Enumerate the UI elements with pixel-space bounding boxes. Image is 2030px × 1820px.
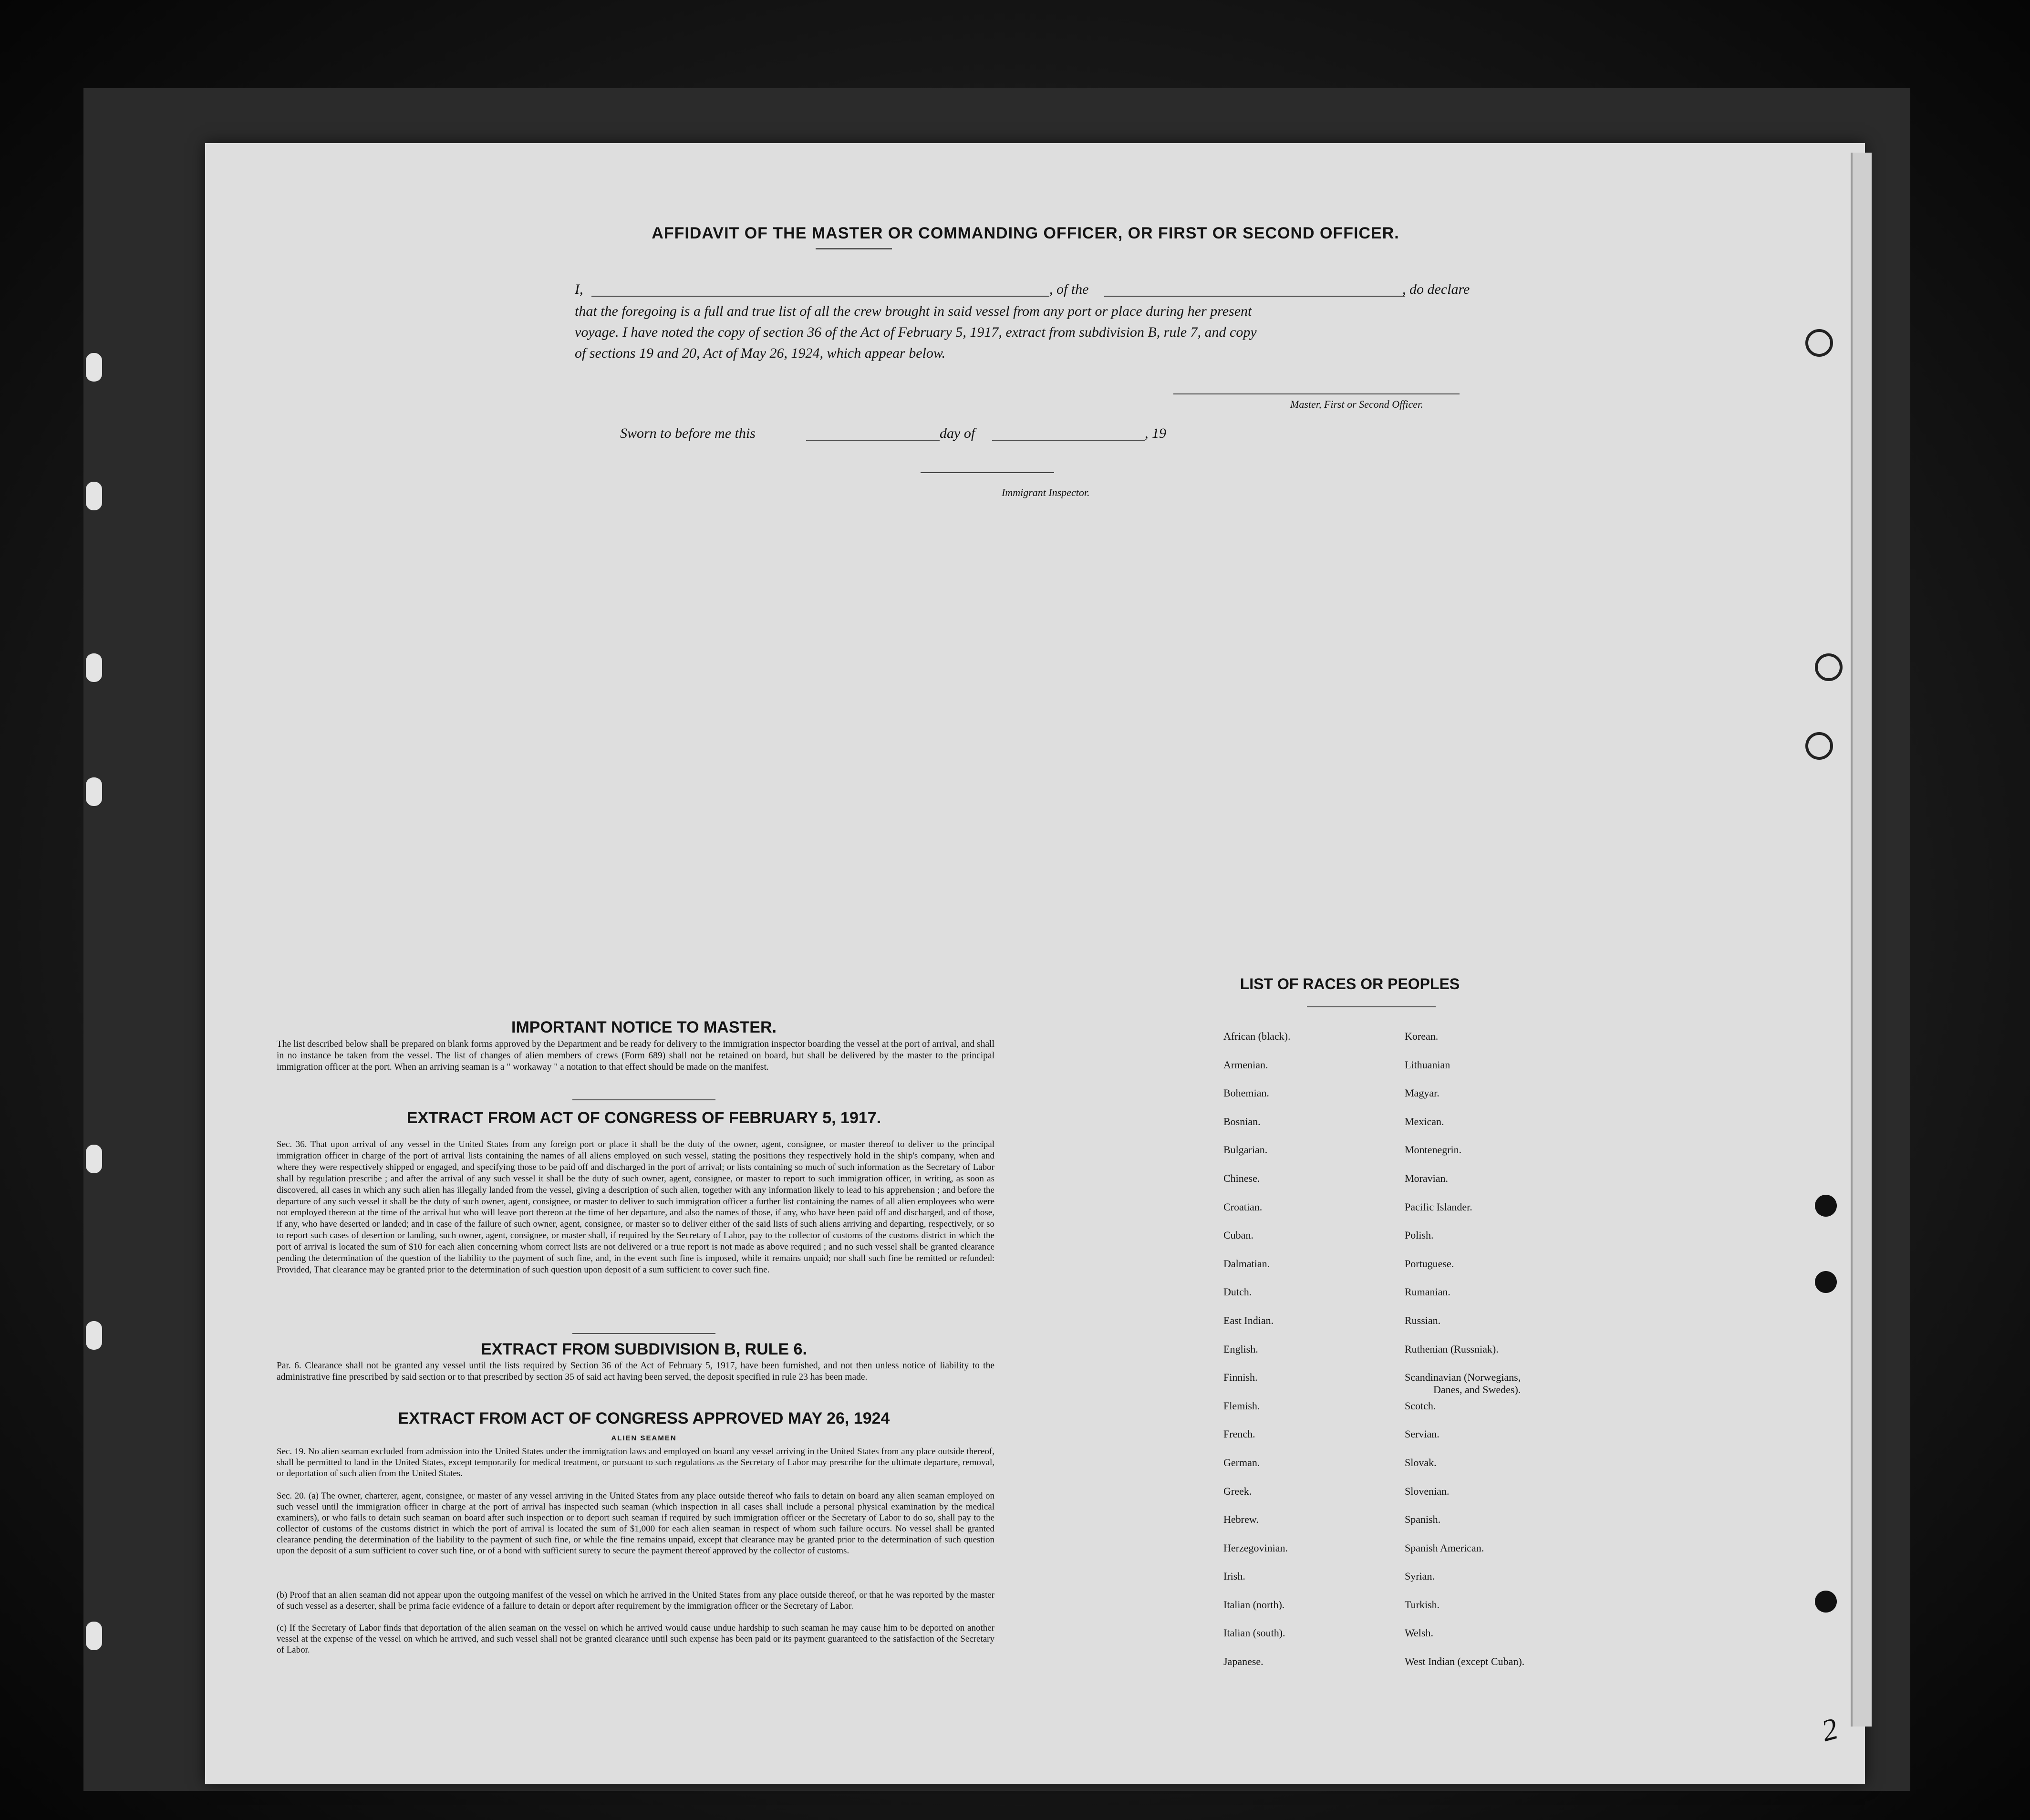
rule-6-text: Par. 6. Clearance shall not be granted any vessel until the lists required by Section 36 of the Act of February 5, 1917, have been furnished, and not then unless notice of liability to the administrative fine prescribed by said section or to that prescribed by section 35 of said act having been served, the deposit specified in rule 23 has been made. — [277, 1361, 994, 1382]
races-heading: LIST OF RACES OR PEOPLES — [1240, 975, 1460, 993]
notice-text: The list described below shall be prepared on blank forms approved by the Department and be ready for delivery to the immigration inspector boarding the vessel at the port of arrival, and shall in no instance be taken from the vessel. The list of changes of alien members of crews (Form 689) shall not be retained on board, but shall be delivered by the master to the principal immigration officer at the port. When an arriving seaman is a " workaway " a notation to that effect should be made on the manifest. — [277, 1039, 994, 1072]
race-item: Japanese. — [1223, 1655, 1264, 1668]
sec-19-text: Sec. 19. No alien seaman excluded from admission into the United States under the immigration laws and employed on board any vessel arriving in the United States from any place outside thereof, shall be permitted to land in the United States, except temporarily for medical treatment, or pursuant to such regulations as the Secretary of Labor may prescribe for the ultimate departure, removal, or deportation of such alien from the United States. — [277, 1447, 994, 1479]
race-item: Greek. — [1223, 1485, 1252, 1497]
race-item: Servian. — [1405, 1428, 1440, 1440]
race-item: Croatian. — [1223, 1200, 1263, 1213]
race-item: French. — [1223, 1428, 1255, 1440]
punch-hole — [1815, 1195, 1837, 1217]
punch-hole — [1805, 329, 1833, 357]
sworn-label: Sworn to before me this — [620, 425, 756, 441]
race-item: Flemish. — [1223, 1399, 1260, 1412]
race-item: Armenian. — [1223, 1058, 1268, 1071]
handwritten-page-number: 2 — [1818, 1711, 1842, 1748]
extract-1924-heading: EXTRACT FROM ACT OF CONGRESS APPROVED MAY 26, 1924 — [398, 1409, 890, 1427]
master-label: Master, First or Second Officer. — [1290, 398, 1423, 410]
race-item: Montenegrin. — [1405, 1144, 1462, 1156]
race-item: Hebrew. — [1223, 1513, 1259, 1526]
race-item: Welsh. — [1405, 1627, 1433, 1639]
race-item: Korean. — [1405, 1030, 1439, 1042]
race-item: German. — [1223, 1456, 1260, 1468]
affidavit-line-2: that the foregoing is a full and true list of all the crew brought in said vessel from any port or place during her present — [575, 303, 1252, 319]
race-item: Cuban. — [1223, 1229, 1253, 1241]
of-the-label: , of the — [1049, 281, 1089, 297]
title-rule — [816, 248, 892, 249]
race-item: Slovenian. — [1405, 1485, 1450, 1497]
affidavit-line-4: of sections 19 and 20, Act of May 26, 1924, which appear below. — [575, 345, 946, 361]
races-left-column — [1223, 1030, 1290, 1684]
master-signature-blank — [1173, 393, 1460, 394]
binder-hole — [86, 1321, 102, 1350]
races-right-column — [1405, 1030, 1524, 1684]
affidavit-line-1 — [575, 281, 1495, 298]
race-item: Finnish. — [1223, 1371, 1258, 1384]
page-edge — [1851, 153, 1872, 1727]
binder-hole — [86, 353, 102, 382]
race-item: Turkish. — [1405, 1598, 1440, 1611]
race-item: Italian (north). — [1223, 1598, 1285, 1611]
race-item: Spanish. — [1405, 1513, 1441, 1526]
race-item: Slovak. — [1405, 1456, 1437, 1468]
rule-6-heading: EXTRACT FROM SUBDIVISION B, RULE 6. — [481, 1340, 807, 1358]
race-item: Scotch. — [1405, 1399, 1436, 1412]
race-item: Mexican. — [1405, 1115, 1444, 1127]
race-item: Chinese. — [1223, 1172, 1260, 1184]
sec-20a-text: Sec. 20. (a) The owner, charterer, agent, consignee, or master of any vessel arriving in the United States from any place outside thereof who fails to detain on board any alien seaman employed on such vessel until the immigration officer in charge at the port of arrival has inspected such seaman (which inspection in all cases shall include a personal physical examination by the medical examiners), or who fails to detain such seaman on board after such inspection or to deport such seaman if required by such immigration officer or the Secretary of Labor to do so, shall pay to the collector of customs of the customs district in which the port of arrival is located the sum of $1,000 for each alien seaman in respect of whom such failure occurs. No vessel shall be granted clearance pending the determination of the liability to the payment of such fine, or while the fine remains unpaid, except that clearance may be granted prior to the determination of such question upon the deposit of a sum sufficient to cover such fine, or of a bond with sufficient surety to secure the payment thereof approved by the collector of customs. — [277, 1491, 994, 1556]
punch-hole — [1815, 1591, 1837, 1613]
affidavit-line-3: voyage. I have noted the copy of section 36 of the Act of February 5, 1917, extract from subdivision B, rule 7, and copy — [575, 324, 1257, 340]
race-item: Dalmatian. — [1223, 1257, 1270, 1270]
binder-hole — [86, 777, 102, 806]
alien-seamen-subheading: ALIEN SEAMEN — [611, 1434, 677, 1442]
binder-hole — [86, 653, 102, 682]
inspector-blank — [921, 472, 1054, 473]
race-item: Rumanian. — [1405, 1286, 1450, 1298]
punch-hole — [1815, 1271, 1837, 1293]
race-item: Lithuanian — [1405, 1058, 1450, 1071]
race-item-line2: Danes, and Swedes). — [1433, 1384, 1521, 1396]
race-item: Russian. — [1405, 1314, 1441, 1326]
race-item: Bulgarian. — [1223, 1144, 1268, 1156]
race-item: African (black). — [1223, 1030, 1291, 1042]
inspector-label: Immigrant Inspector. — [1002, 486, 1090, 498]
race-item: Portuguese. — [1405, 1257, 1454, 1270]
race-item: Ruthenian (Russniak). — [1405, 1343, 1499, 1355]
vessel-blank — [1104, 296, 1405, 297]
binder-hole — [86, 1622, 102, 1650]
race-item — [1405, 1371, 1524, 1400]
race-item-line1: Scandinavian (Norwegians, — [1405, 1371, 1521, 1384]
sec-20b-text: (b) Proof that an alien seaman did not appear upon the outgoing manifest of the vessel on which he arrived in the United States from any place outside thereof, or that he was reported by the master of such vessel as a deserter, shall be prima facie evidence of a failure to detain or deport after requirement by the immigration officer or the Secretary of Labor. — [277, 1590, 994, 1611]
race-item: Pacific Islander. — [1405, 1200, 1472, 1213]
races-rule — [1307, 1006, 1436, 1007]
year-label: , 19 — [1145, 425, 1166, 441]
sec-20c-text: (c) If the Secretary of Labor finds that deportation of the alien seaman on the vessel on which he arrived would cause undue hardship to such seaman he may cause him to be deported on another vessel at the expense of the vessel on which he arrived, and such vessel shall not be granted clearance until such expense has been paid or its payment guaranteed to the satisfaction of the Secretary of Labor. — [277, 1623, 994, 1655]
punch-hole — [1815, 653, 1843, 681]
extract-1917-heading: EXTRACT FROM ACT OF CONGRESS OF FEBRUARY 5, 1917. — [406, 1109, 881, 1127]
i-label: I, — [575, 281, 583, 297]
extract-1917-text: Sec. 36. That upon arrival of any vessel in the United States from any foreign port or place it shall be the duty of the owner, agent, consignee, or master thereof to deliver to the principal immigration officer in charge of the port of arrival lists containing the names of all aliens employed on such vessel, stating the positions they respectively hold in the ship's company, when and where they were respectively shipped or engaged, and specifying those to be paid off and discharged in the port of arrival; or lists containing so much of such information as the Secretary of Labor shall by regulation prescribe ; and after the arrival of any such vessel it shall be the duty of such owner, agent, consignee, or master to report to such immigration officer, in writing, as soon as discovered, all cases in which any such alien has illegally landed from the vessel, giving a description of such alien, together with any information likely to lead to his apprehension ; and before the departure of any such vessel it shall be the duty of such owner, agent, consignee, or master to deliver to such immigration officer a further list containing the names of all alien employees who were not employed thereon at the time of the arrival but who will leave port thereon at the time of her departure, and also the names of those, if any, who have been paid off and discharged, and of those, if any, who have deserted or landed; and in case of the failure of such owner, agent, consignee, or master so to deliver either of the said lists of such aliens arriving and departing, respectively, or so to report such cases of desertion or landing, such owner, agent, consignee, or master shall, if required by the Secretary of Labor, pay to the collector of customs of the customs district in which the port of arrival is located the sum of $10 for each alien concerning whom correct lists are not delivered or a true report is not made as above required ; and no such vessel shall be granted clearance pending the determination of the question of the liability to the payment of such fine, and, in the event such fine is imposed, while it remains unpaid; nor shall such fine be remitted or refunded: Provided, That clearance may be granted prior to the determination of such question upon deposit of a sum sufficient to cover such fine. — [277, 1139, 994, 1275]
race-item: East Indian. — [1223, 1314, 1274, 1326]
race-item: Bohemian. — [1223, 1087, 1269, 1099]
race-item: Moravian. — [1405, 1172, 1449, 1184]
race-item: Magyar. — [1405, 1087, 1440, 1099]
race-item: West Indian (except Cuban). — [1405, 1655, 1525, 1668]
race-item: Syrian. — [1405, 1570, 1435, 1582]
race-item: Irish. — [1223, 1570, 1245, 1582]
race-item: Italian (south). — [1223, 1627, 1285, 1639]
race-item: Spanish American. — [1405, 1541, 1484, 1554]
race-item: Dutch. — [1223, 1286, 1252, 1298]
day-of-label: day of — [940, 425, 975, 441]
name-blank — [591, 296, 1049, 297]
race-item: Polish. — [1405, 1229, 1434, 1241]
punch-hole — [1805, 732, 1833, 760]
month-blank — [992, 440, 1145, 441]
affidavit-title: AFFIDAVIT OF THE MASTER OR COMMANDING OFFICER, OR FIRST OR SECOND OFFICER. — [652, 224, 1399, 242]
notice-heading: IMPORTANT NOTICE TO MASTER. — [511, 1018, 777, 1036]
race-item: English. — [1223, 1343, 1258, 1355]
day-blank — [806, 440, 940, 441]
binder-hole — [86, 482, 102, 510]
do-declare-label: , do declare — [1402, 281, 1470, 297]
race-item: Bosnian. — [1223, 1115, 1261, 1127]
section-rule — [572, 1099, 715, 1100]
binder-hole — [86, 1145, 102, 1173]
section-rule — [572, 1333, 715, 1334]
race-item: Herzegovinian. — [1223, 1541, 1288, 1554]
